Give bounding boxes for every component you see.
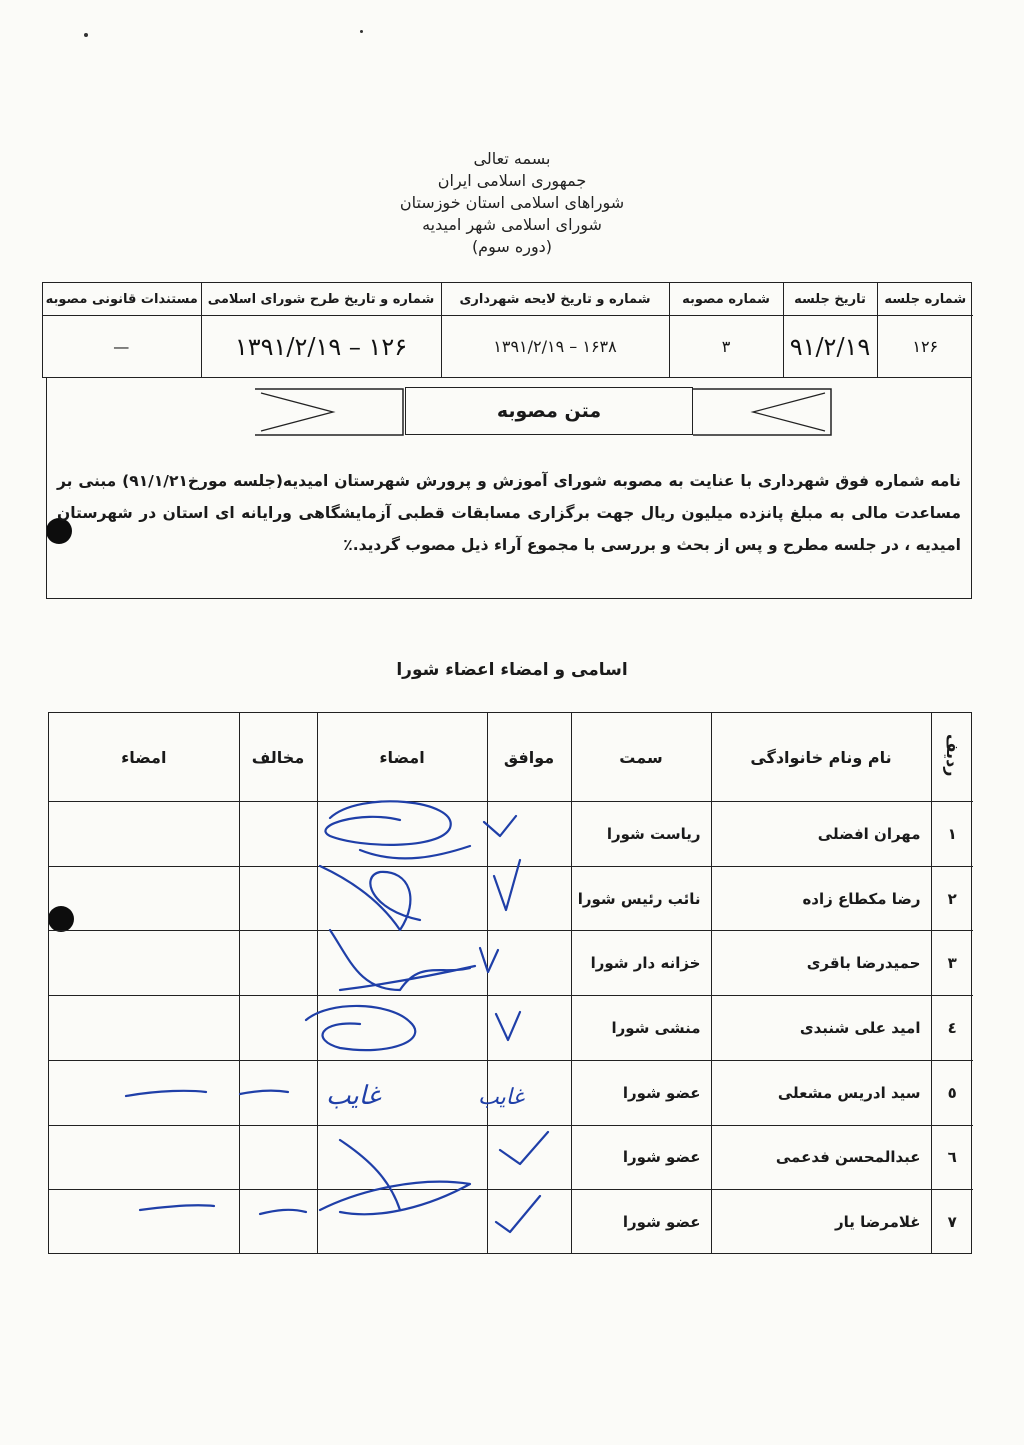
header-in-favor: موافق — [487, 713, 571, 802]
municipal-bill-ref: ۱۶۳۸ – ۱۳۹۱/۲/۱۹ — [441, 316, 669, 378]
vote-mark — [487, 931, 571, 996]
scan-speck — [360, 30, 363, 33]
member-role: منشی شورا — [571, 996, 711, 1061]
member-name: امید علی شنبدی — [711, 996, 931, 1061]
member-role: نائب رئیس شورا — [571, 866, 711, 931]
council-term: (دوره سوم) — [471, 237, 553, 256]
vote-mark — [487, 802, 571, 867]
header-council-plan: شماره و تاریخ طرح شورای اسلامی — [201, 283, 441, 316]
session-number: ۱۲۶ — [877, 316, 973, 378]
signature-cell — [317, 931, 487, 996]
invocation: بسمه تعالی — [473, 149, 551, 168]
member-name: حمیدرضا باقری — [711, 931, 931, 996]
legal-basis: — — [113, 337, 131, 356]
header-legal-basis: مستندات قانونی مصوبه — [43, 283, 201, 316]
table-row: ٦ عبدالمحسن فدعمی عضو شورا — [49, 1125, 973, 1190]
province-councils: شوراهای اسلامی استان خوزستان — [399, 193, 625, 212]
header-signature-favor: امضاء — [317, 713, 487, 802]
signature-cell — [317, 1190, 487, 1253]
member-role: عضو شورا — [571, 1060, 711, 1125]
header-against: مخالف — [239, 713, 317, 802]
city-council: شورای اسلامی شهر امیدیه — [422, 215, 602, 234]
vote-mark — [487, 1060, 571, 1125]
header-signature-against: امضاء — [49, 713, 239, 802]
vote-mark — [487, 866, 571, 931]
header-municipal-bill: شماره و تاریخ لایحه شهرداری — [441, 283, 669, 316]
resolution-title: متن مصوبه — [405, 387, 693, 435]
member-role: ریاست شورا — [571, 802, 711, 867]
member-role: عضو شورا — [571, 1125, 711, 1190]
member-role: عضو شورا — [571, 1190, 711, 1253]
council-plan-ref: ۱۲۶ – ۱۳۹۱/۲/۱۹ — [201, 316, 441, 378]
members-section-title: اسامی و امضاء اعضاء شورا — [396, 660, 628, 680]
header-position: سمت — [571, 713, 711, 802]
header-resolution-number: شماره مصوبه — [669, 283, 783, 316]
member-name: مهران افضلی — [711, 802, 931, 867]
vote-mark — [487, 1125, 571, 1190]
resolution-box — [46, 377, 972, 599]
resolution-number: ۳ — [669, 316, 783, 378]
member-role: خزانه دار شورا — [571, 931, 711, 996]
header-session-number: شماره جلسه — [877, 283, 973, 316]
member-name: سید ادریس مشعلی — [711, 1060, 931, 1125]
resolution-banner — [255, 387, 833, 437]
table-row: ۲ رضا مکطاع زاده نائب رئیس شورا — [49, 866, 973, 931]
member-name: غلامرضا یار — [711, 1190, 931, 1253]
session-info-table — [42, 282, 972, 378]
table-row: ۳ حمیدرضا باقری خزانه دار شورا — [49, 931, 973, 996]
letterhead — [312, 148, 712, 258]
svg-text:غایب: غایب — [326, 1081, 381, 1111]
vote-mark — [487, 996, 571, 1061]
signature-cell — [317, 802, 487, 867]
country-name: جمهوری اسلامی ایران — [437, 171, 587, 190]
members-table — [48, 712, 972, 1254]
member-name: رضا مکطاع زاده — [711, 866, 931, 931]
table-row: ٥ سید ادریس مشعلی عضو شورا — [49, 1060, 973, 1125]
header-session-date: تاریخ جلسه — [783, 283, 877, 316]
banner-right-decoration — [691, 387, 833, 437]
member-name: عبدالمحسن فدعمی — [711, 1125, 931, 1190]
resolution-text: نامه شماره فوق شهرداری با عنایت به مصوبه شورای آموزش و پرورش شهرستان امیدیه(جلسه مورخ۹۱/۱/۲۱) مبنی بر مساعدت مالی به مبلغ پانزده میلیون ریال جهت برگزاری مسابقات قطبی آزمایشگاهی ورایانه ای استان در شهرستان امیدیه ، در جلسه مطرح و پس از بحث و بررسی با مجموع آراء ذیل مصوب گردید.٪ — [57, 472, 961, 554]
vote-mark — [487, 1190, 571, 1253]
header-full-name: نام ونام خانوادگی — [711, 713, 931, 802]
signature-cell — [317, 1060, 487, 1125]
table-row: ۷ غلامرضا یار عضو شورا — [49, 1190, 973, 1253]
signature-cell — [317, 996, 487, 1061]
table-row: ۱ مهران افضلی ریاست شورا — [49, 802, 973, 867]
table-row: ٤ امید علی شنبدی منشی شورا — [49, 996, 973, 1061]
session-date: ۹۱/۲/۱۹ — [783, 316, 877, 378]
signature-cell — [317, 866, 487, 931]
signature-cell — [317, 1125, 487, 1190]
header-row-number: ردیف — [931, 713, 973, 802]
banner-left-decoration — [255, 387, 405, 437]
scan-speck — [84, 33, 88, 37]
svg-text:غایب: غایب — [478, 1085, 524, 1110]
